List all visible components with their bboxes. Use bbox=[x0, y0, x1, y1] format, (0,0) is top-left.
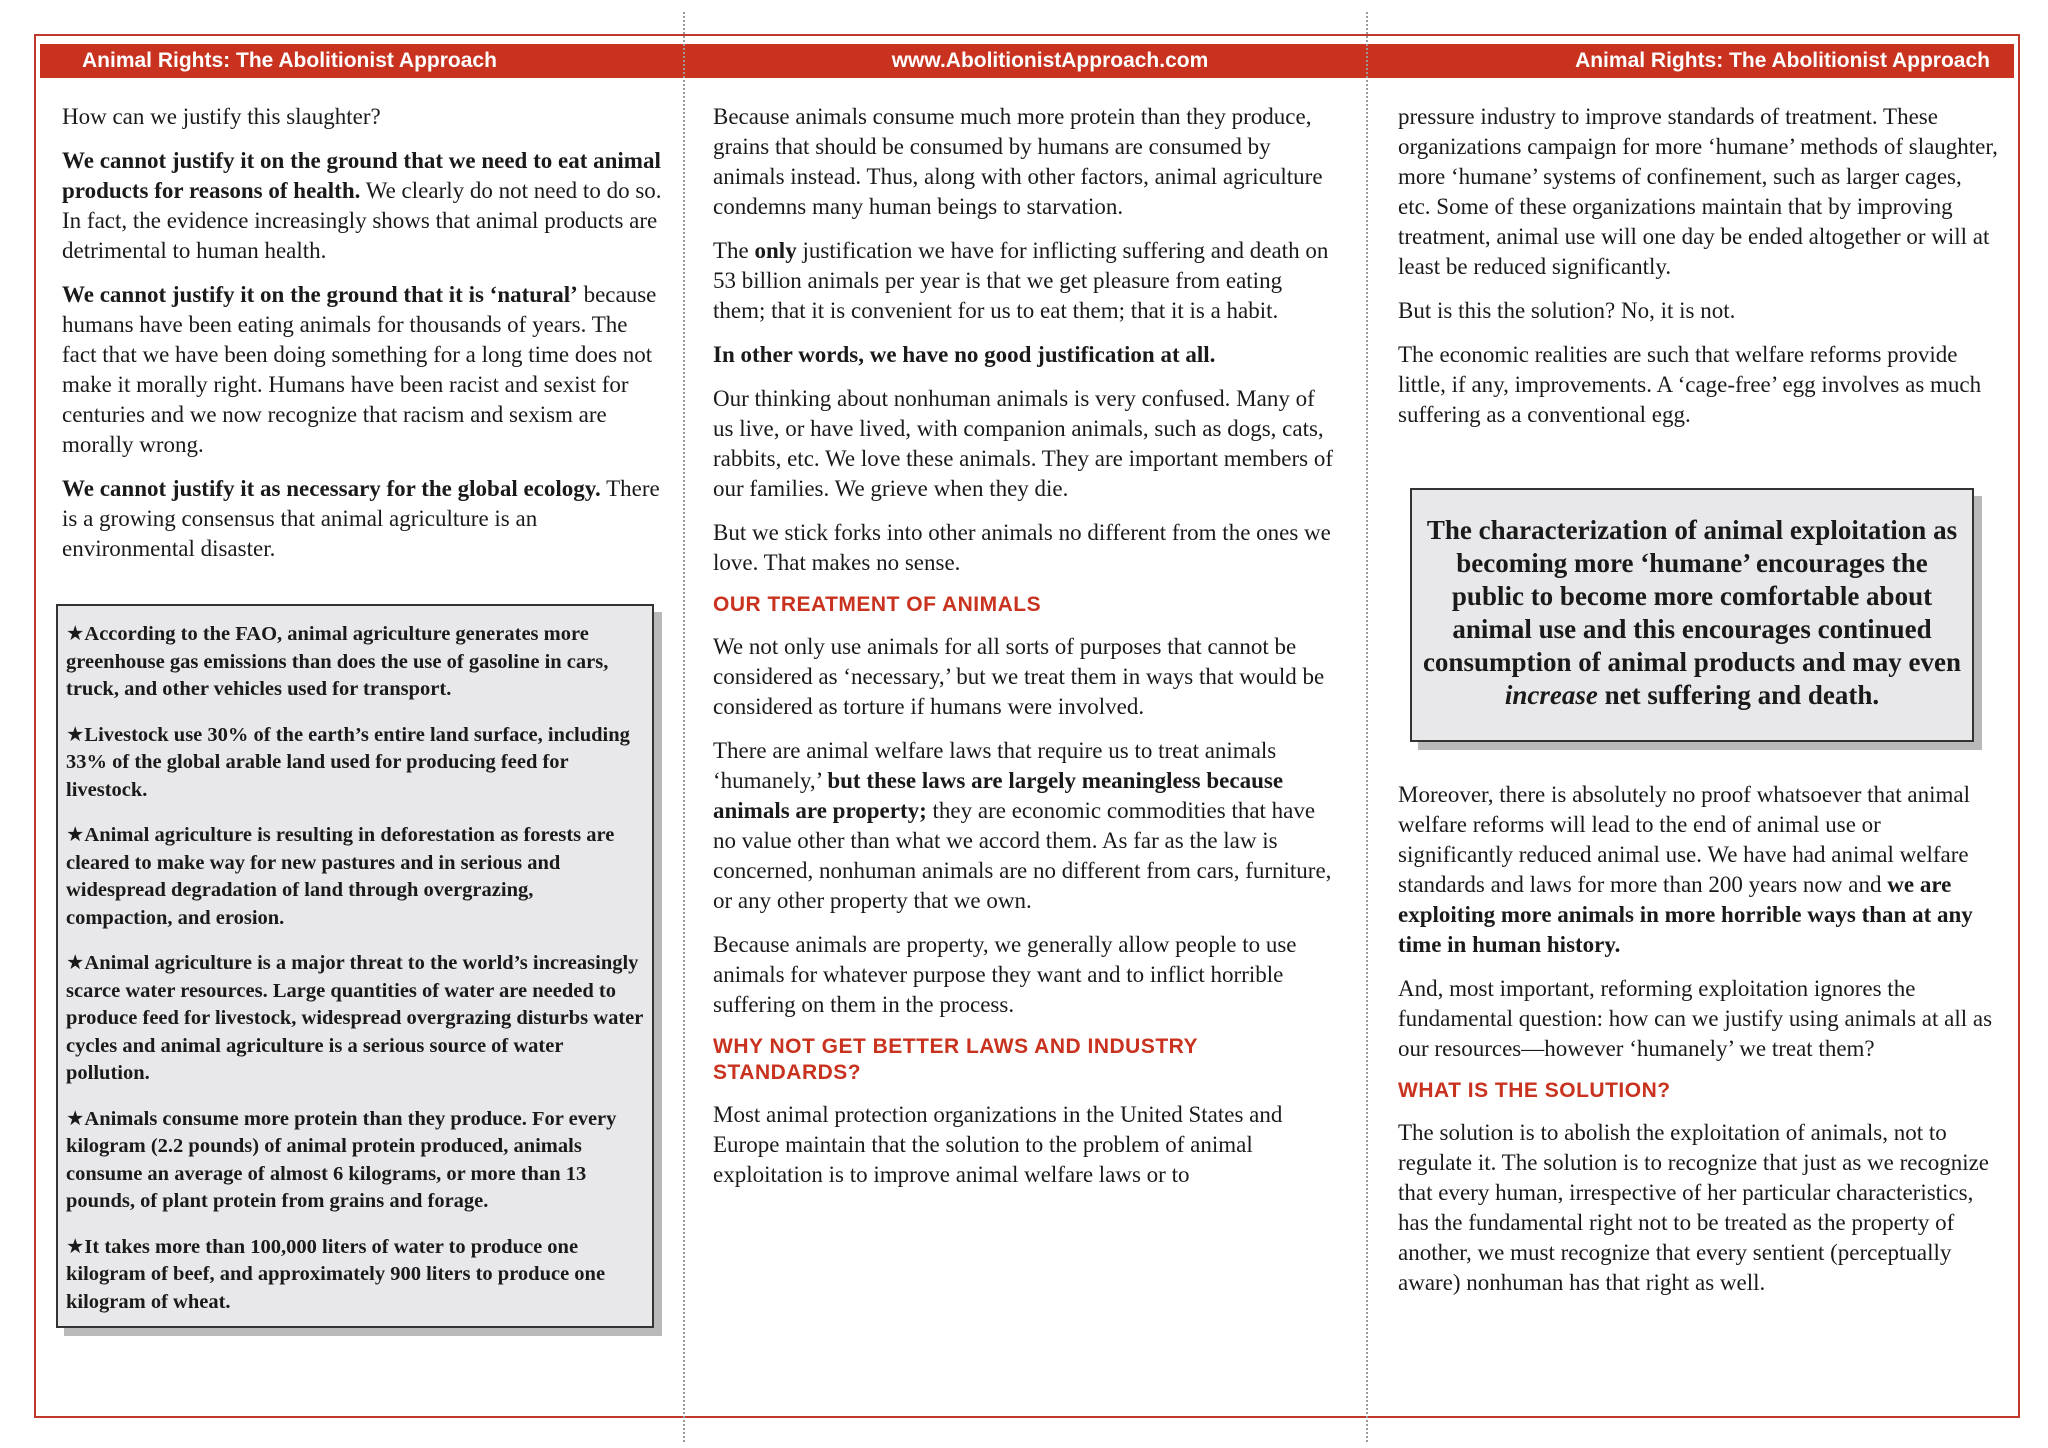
column-3 bbox=[1398, 102, 1998, 444]
paragraph: And, most important, reforming exploitation ignores the fundamental question: how can we justify using animals at all as our resources—however ‘humanely’ we treat them? bbox=[1398, 976, 1993, 1061]
paragraph: Because animals are property, we generally allow people to use animals for whatever purpose they want and to inflict horrible suffering on them in the process. bbox=[713, 932, 1297, 1017]
paragraph: Our thinking about nonhuman animals is very confused. Many of us live, or have lived, with companion animals, such as dogs, cats, rabbits, etc. We love these animals. They are important members of our families. We grieve when they die. bbox=[713, 386, 1334, 501]
facts-box bbox=[56, 604, 654, 1328]
paragraph: We not only use animals for all sorts of purposes that cannot be considered as ‘necessary,’ but we treat them in ways that would be considered as torture if humans were involved. bbox=[713, 634, 1325, 719]
text: There are animal welfare laws that require us to treat animals ‘humanely,’ bbox=[713, 738, 1277, 793]
bold-text: We cannot justify it as necessary for the global ecology. bbox=[62, 476, 601, 501]
paragraph bbox=[62, 280, 662, 460]
text: We clearly do not need to do so. In fact, the evidence increasingly shows that animal products are detrimental to human health. bbox=[62, 178, 662, 263]
fact-text: Animal agriculture is resulting in deforestation as forests are cleared to make way for new pastures and in serious and widespread degradation of land through overgrazing, compaction, and erosion. bbox=[66, 824, 615, 929]
paragraph: But is this the solution? No, it is not. bbox=[1398, 298, 1736, 323]
star-icon: ★ bbox=[66, 621, 85, 645]
callout-text: net suffering and death. bbox=[1597, 680, 1880, 710]
column-3-lower bbox=[1398, 780, 1998, 1312]
text: they are economic commodities that have no value other than what we accord them. As far as the law is concerned, nonhuman animals are no different from cars, furniture, or any other property that we own. bbox=[713, 798, 1332, 913]
fact-item bbox=[66, 721, 644, 805]
paragraph: But we stick forks into other animals no different from the ones we love. That makes no sense. bbox=[713, 520, 1331, 575]
header-title-left: Animal Rights: The Abolitionist Approach bbox=[82, 49, 497, 72]
star-icon: ★ bbox=[66, 1105, 85, 1130]
text: justification we have for inflicting suffering and death on 53 billion animals per year is that we get pleasure from eating them; that it is convenient for us to eat them; that it is a habit. bbox=[713, 238, 1329, 323]
bold-text: we are exploiting more animals in more horrible ways than at any time in human history. bbox=[1398, 872, 1973, 957]
section-heading: WHAT IS THE SOLUTION? bbox=[1398, 1079, 1671, 1102]
text: because humans have been eating animals for thousands of years. The fact that we have been doing something for a long time does not make it morally right. Humans have been racist and sexist for centuries and we now recognize that racism and sexism are morally wrong. bbox=[62, 282, 657, 457]
paragraph bbox=[713, 340, 1338, 370]
header-title-right: Animal Rights: The Abolitionist Approach bbox=[1575, 49, 1990, 72]
star-icon: ★ bbox=[66, 822, 85, 846]
paragraph: The economic realities are such that welfare reforms provide little, if any, improvements. A ‘cage-free’ egg involves as much suffering as a conventional egg. bbox=[1398, 342, 1982, 427]
section-heading: OUR TREATMENT OF ANIMALS bbox=[713, 593, 1042, 616]
fact-text: It takes more than 100,000 liters of water to produce one kilogram of beef, and approximately 900 liters to produce one kilogram of wheat. bbox=[66, 1235, 606, 1313]
paragraph: How can we justify this slaughter? bbox=[62, 104, 381, 129]
bold-text: but these laws are largely meaningless because animals are property; bbox=[713, 768, 1284, 823]
text: Moreover, there is absolutely no proof whatsoever that animal welfare reforms will lead to the end of animal use or significantly reduced animal use. We have had animal welfare standards and laws for more than 200 years now and bbox=[1398, 782, 1970, 897]
paragraph: Because animals consume much more protein than they produce, grains that should be consumed by humans are consumed by animals instead. Thus, along with other factors, animal agriculture condemns many human beings to starvation. bbox=[713, 104, 1323, 219]
paragraph bbox=[62, 146, 662, 266]
fact-text: Animals consume more protein than they produce. For every kilogram (2.2 pounds) of animal protein produced, animals consume an average of almost 6 kilograms, or more than 13 pounds, of plant protein from grains and forage. bbox=[66, 1107, 617, 1212]
paragraph: The solution is to abolish the exploitation of animals, not to regulate it. The solution is to recognize that just as we recognize that every human, irrespective of her particular characteristics, has the fundamental right not to be treated as the property of another, we must recognize that every sentient (perceptually aware) nonhuman has that right as well. bbox=[1398, 1120, 1990, 1295]
fold-line-2 bbox=[1366, 12, 1368, 1442]
paragraph: Most animal protection organizations in the United States and Europe maintain that the solution to the problem of animal exploitation is to improve animal welfare laws or to bbox=[713, 1102, 1283, 1187]
fact-item bbox=[66, 1233, 644, 1317]
column-1 bbox=[62, 102, 662, 578]
paragraph: pressure industry to improve standards of treatment. These organizations campaign for more ‘humane’ methods of slaughter, more ‘humane’ systems of confinement, such as larger cages, etc. Some of these organizations maintain that by improving treatment, animal use will one day be ended altogether or will at least be reduced significantly. bbox=[1398, 104, 1998, 279]
text: There is a growing consensus that animal agriculture is an environmental disaster. bbox=[62, 476, 660, 561]
callout-box bbox=[1410, 488, 1974, 742]
paragraph bbox=[62, 474, 662, 564]
bold-text: only bbox=[754, 238, 797, 263]
text: The bbox=[713, 238, 755, 263]
fact-item bbox=[66, 1105, 644, 1216]
star-icon: ★ bbox=[66, 1233, 85, 1258]
bold-text: We cannot justify it on the ground that we need to eat animal products for reasons of health. bbox=[62, 148, 661, 203]
fact-item bbox=[66, 620, 644, 704]
fold-line-1 bbox=[683, 12, 685, 1442]
fact-text: According to the FAO, animal agriculture generates more greenhouse gas emissions than does the use of gasoline in cars, truck, and other vehicles used for transport. bbox=[66, 623, 609, 700]
star-icon: ★ bbox=[66, 950, 85, 974]
callout-text: The characterization of animal exploitation as becoming more ‘humane’ encourages the public to become more comfortable about animal use and this encourages continued consumption of animal products and may even bbox=[1422, 515, 1962, 677]
bold-text: We cannot justify it on the ground that it is ‘natural’ bbox=[62, 282, 578, 307]
fact-text: Animal agriculture is a major threat to the world’s increasingly scarce water resources. Large quantities of water are needed to produce feed for livestock, widespread overgrazing disturbs water cycles and animal agriculture is a serious source of water pollution. bbox=[66, 952, 643, 1084]
star-icon: ★ bbox=[66, 721, 85, 746]
fact-item bbox=[66, 949, 644, 1088]
bold-text: In other words, we have no good justification at all. bbox=[713, 342, 1216, 367]
fact-item bbox=[66, 821, 644, 932]
header-website[interactable]: www.AbolitionistApproach.com bbox=[891, 49, 1209, 72]
paragraph bbox=[713, 236, 1338, 326]
section-heading: WHY NOT GET BETTER LAWS AND INDUSTRY STANDARDS? bbox=[713, 1035, 1198, 1084]
fact-text: Livestock use 30% of the earth’s entire land surface, including 33% of the global arable land used for producing feed for livestock. bbox=[66, 723, 630, 801]
paragraph bbox=[713, 736, 1338, 916]
column-2 bbox=[713, 102, 1338, 1204]
paragraph bbox=[1398, 780, 1998, 960]
callout-emphasis: increase bbox=[1504, 680, 1598, 710]
